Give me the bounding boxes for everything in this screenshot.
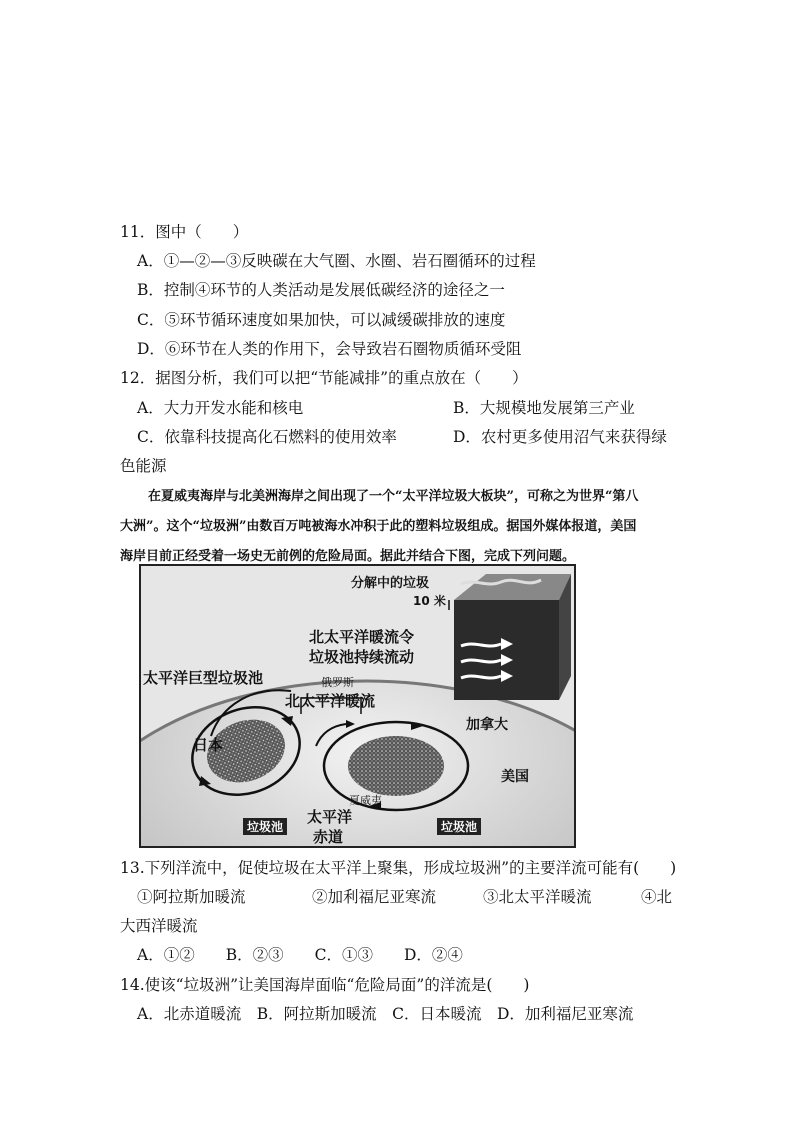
label-flow-line-1: 北太平洋暖流令	[309, 628, 415, 646]
label-garbage-pool-left: 垃圾池	[243, 818, 287, 835]
label-garbage-pool-right: 垃圾池	[437, 818, 481, 835]
q13-item-1: ①阿拉斯加暖流	[137, 888, 246, 906]
reading-passage	[120, 482, 676, 572]
q12-option-b: B．大规模地发展第三产业	[453, 399, 635, 417]
q14-stem: 14.使该“垃圾洲”让美国海岸面临“危险局面”的洋流是( )	[120, 976, 530, 994]
label-canada: 加拿大	[466, 717, 508, 733]
q11-option-d: D．⑥环节在人类的作用下，会导致岩石圈物质循环受阻	[137, 340, 522, 358]
garbage-patch-figure	[139, 564, 576, 848]
label-pacific-garbage-pool: 太平洋巨型垃圾池	[143, 669, 264, 687]
label-pacific-ocean: 太平洋	[307, 808, 353, 826]
q11-stem: 11．图中（ ）	[120, 223, 249, 241]
q11-option-b: B．控制④环节的人类活动是发展低碳经济的途径之一	[137, 281, 505, 299]
q12-stem: 12．据图分析，我们可以把“节能减排”的重点放在（ ）	[120, 369, 528, 387]
q13-stem: 13.下列洋流中，促使垃圾在太平洋上聚集，形成垃圾洲”的主要洋流可能有( )	[120, 859, 677, 877]
label-japan: 日本	[193, 736, 224, 754]
q13-item-2: ②加利福尼亚寒流	[312, 888, 437, 906]
q11-option-c: C．⑤环节循环速度如果加快，可以减缓碳排放的速度	[137, 311, 506, 329]
label-north-pacific-current: 北太平洋暖流	[285, 692, 376, 710]
label-equator: 赤道	[313, 828, 344, 846]
label-hawaii: 夏威夷	[349, 794, 382, 807]
q13-item-3: ③北太平洋暖流	[483, 888, 592, 906]
label-decomposing-garbage: 分解中的垃圾	[351, 576, 430, 591]
q13-item-4-continued: 大西洋暖流	[120, 917, 198, 935]
q12-option-d-continued: 色能源	[120, 457, 167, 475]
passage-line-2: 大洲”。这个“垃圾洲”由数百万吨被海水冲积于此的塑料垃圾组成。据国外媒体报道，美国	[120, 519, 637, 534]
passage-line-3: 海岸目前正经受着一场史无前例的危险局面。据此并结合下图，完成下列问题。	[120, 549, 576, 564]
q13-item-4: ④北	[641, 888, 673, 906]
label-flow-line-2: 垃圾池持续流动	[309, 648, 415, 666]
label-russia: 俄罗斯	[321, 676, 354, 689]
q13-answers: A．①② B．②③ C．①③ D．②④	[137, 946, 463, 964]
label-ten-meters: 10 米	[413, 594, 446, 608]
q12-option-a: A．大力开发水能和核电	[137, 399, 304, 417]
q14-answers: A．北赤道暖流 B．阿拉斯加暖流 C．日本暖流 D．加利福尼亚寒流	[137, 1005, 634, 1023]
passage-line-1: 在夏威夷海岸与北美洲海岸之间出现了一个“太平洋垃圾大板块”，可称之为世界“第八	[148, 489, 639, 504]
right-garbage-pool	[348, 736, 444, 796]
ocean-block	[454, 600, 559, 700]
q12-option-d: D．农村更多使用沼气来获得绿	[453, 428, 667, 446]
q11-option-a: A．①—②—③反映碳在大气圈、水圈、岩石圈循环的过程	[137, 252, 536, 270]
label-usa: 美国	[501, 769, 529, 785]
q12-option-c: C．依靠科技提高化石燃料的使用效率	[137, 428, 397, 446]
